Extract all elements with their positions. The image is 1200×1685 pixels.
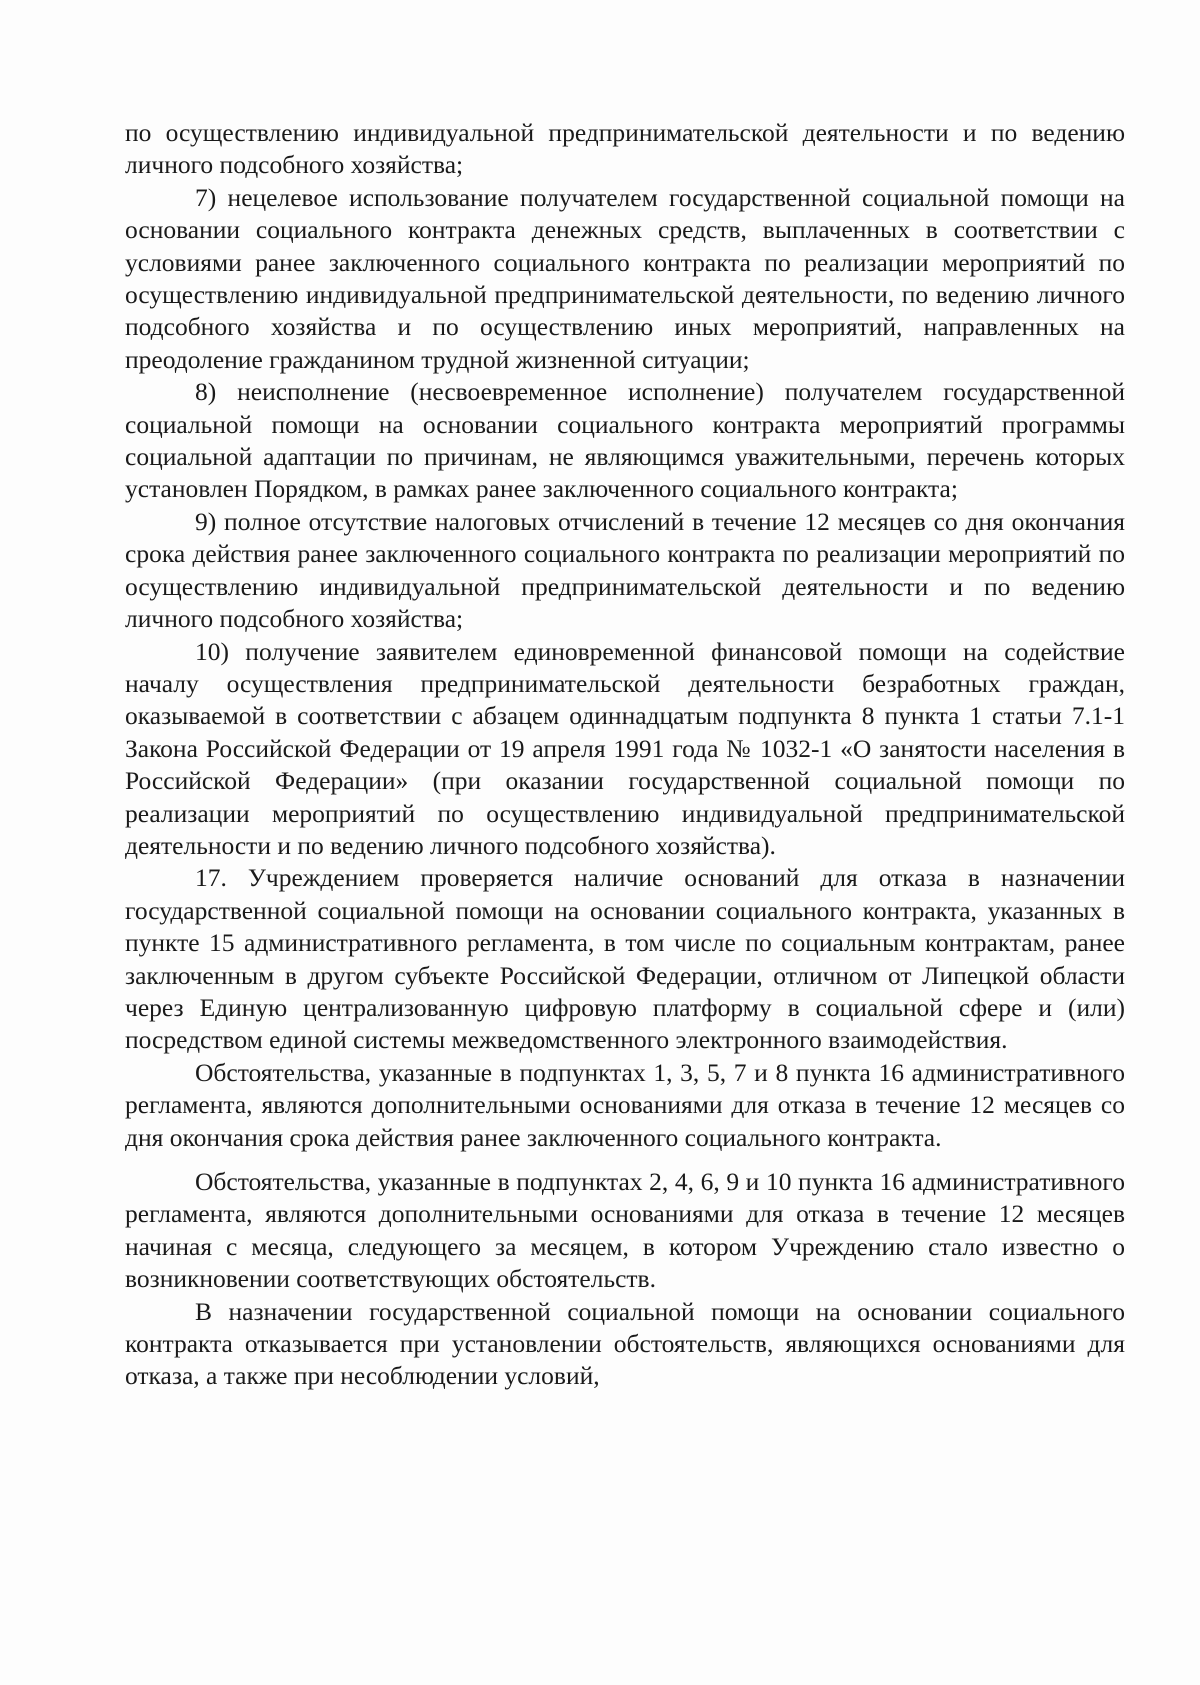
paragraph-circumstances-2: Обстоятельства, указанные в подпунктах 2, 4, 6, 9 и 10 пункта 16 административного регламента, являются дополнительными основаниями для отказа в течение 12 месяцев начиная с месяца, следующего за месяцем, в котором Учреждению стало известно о возникновении соответствующих обстоятельств.: [125, 1167, 1125, 1294]
paragraph-item-8: 8) неисполнение (несвоевременное исполнение) получателем государственной социальной помощи на основании социального контракта мероприятий программы социальной адаптации по причинам, не являющимся уважительными, перечень которых установлен Порядком, в рамках ранее заключенного социального контракта;: [125, 377, 1125, 504]
paragraph-item-9: 9) полное отсутствие налоговых отчислений в течение 12 месяцев со дня окончания срока действия ранее заключенного социального контракта по реализации мероприятий по осуществлению индивидуальной предпринимательской деятельности и по ведению личного подсобного хозяйства;: [125, 506, 1125, 634]
document-body: [125, 117, 1125, 1393]
paragraph-section-17: 17. Учреждением проверяется наличие оснований для отказа в назначении государственной социальной помощи на основании социального контракта, указанных в пункте 15 административного регламента, в том числе по социальным контрактам, ранее заключенным в другом субъекте Российской Федерации, отличном от Липецкой области через Единую централизованную цифровую платформу в социальной сфере и (или) посредством единой системы межведомственного электронного взаимодействия.: [125, 863, 1125, 1055]
paragraph-continuation: по осуществлению индивидуальной предпринимательской деятельности и по ведению личного подсобного хозяйства;: [125, 118, 1125, 180]
paragraph-item-7: 7) нецелевое использование получателем государственной социальной помощи на основании социального контракта денежных средств, выплаченных в соответствии с условиями ранее заключенного социального контракта по реализации мероприятий по осуществлению индивидуальной предпринимательской деятельности, по ведению личного подсобного хозяйства и по осуществлению иных мероприятий, направленных на преодоление гражданином трудной жизненной ситуации;: [125, 182, 1125, 374]
paragraph-item-10: 10) получение заявителем единовременной финансовой помощи на содействие началу осуществления предпринимательской деятельности безработных граждан, оказываемой в соответствии с абзацем одиннадцатым подпункта 8 пункта 1 статьи 7.1-1 Закона Российской Федерации от 19 апреля 1991 года № 1032-1 «О занятости населения в Российской Федерации» (при оказании государственной социальной помощи по реализации мероприятий по осуществлению индивидуальной предпринимательской деятельности и по ведению личного подсобного хозяйства).: [125, 636, 1125, 860]
paragraph-refusal: В назначении государственной социальной помощи на основании социального контракта отказывается при установлении обстоятельств, являющихся основаниями для отказа, а также при несоблюдении условий,: [125, 1296, 1125, 1391]
paragraph-circumstances-1: Обстоятельства, указанные в подпунктах 1, 3, 5, 7 и 8 пункта 16 административного регламента, являются дополнительными основаниями для отказа в течение 12 месяцев со дня окончания срока действия ранее заключенного социального контракта.: [125, 1057, 1125, 1152]
